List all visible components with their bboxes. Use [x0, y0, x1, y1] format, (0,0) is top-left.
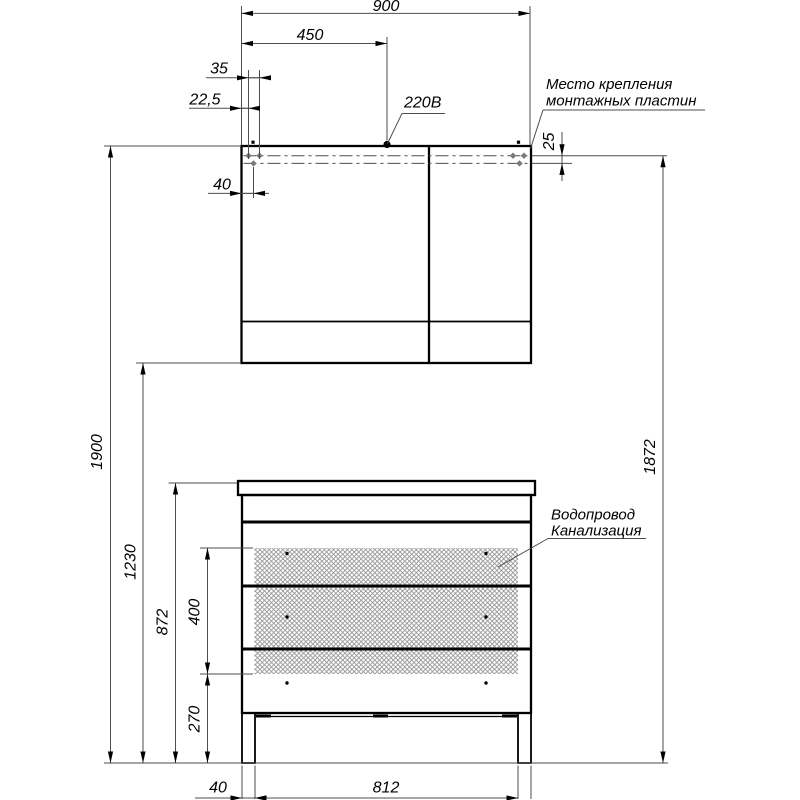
dimension-1872-label: 1872	[642, 439, 659, 475]
annotation-water-sewage	[498, 507, 646, 568]
dimension-1900	[89, 146, 111, 763]
dimension-40-top	[208, 177, 269, 194]
vanity-countertop	[238, 481, 535, 495]
dimension-40-top-label: 40	[213, 176, 231, 194]
mirror-cabinet	[242, 141, 532, 363]
water-supply-label: Водопровод	[551, 506, 636, 524]
dimension-40-bottom	[195, 780, 256, 799]
dimension-812	[255, 780, 518, 799]
vanity-cabinet	[238, 481, 535, 763]
extension-lines	[104, 6, 667, 799]
screw-mark-left	[251, 141, 254, 144]
annotation-power-outlet	[388, 95, 446, 144]
power-outlet-label: 220В	[404, 94, 442, 112]
power-outlet-point	[383, 141, 390, 148]
dimension-1230	[123, 363, 144, 763]
dimension-812-label: 812	[372, 779, 400, 797]
dimension-1900-label: 1900	[89, 434, 106, 470]
dimension-872	[155, 483, 176, 763]
screw-mark-right	[517, 141, 520, 144]
dimension-1872	[642, 156, 663, 763]
dimension-25	[541, 132, 562, 181]
dimension-35-label: 35	[210, 60, 228, 78]
mounting-plates-label-line1: Место крепления	[546, 76, 673, 93]
dimension-450-label: 450	[296, 27, 324, 44]
dimension-40-bottom-label: 40	[209, 779, 227, 797]
service-zone-hatch	[255, 548, 519, 674]
mirror-cabinet-outline	[242, 146, 532, 363]
dimension-900-label: 900	[372, 0, 400, 15]
mounting-plates-label-line2: монтажных пластин	[546, 92, 697, 110]
dimension-22-5-label: 22,5	[189, 91, 221, 109]
dimension-35	[206, 61, 271, 78]
sewage-label: Канализация	[551, 522, 642, 540]
vanity-leg-left	[242, 713, 255, 763]
dimension-400	[187, 548, 208, 674]
dimension-1230-label: 1230	[122, 544, 140, 580]
vanity-leg-right	[518, 713, 531, 763]
dimension-270	[187, 674, 208, 763]
dimension-872-label: 872	[154, 608, 172, 636]
dimension-450	[242, 27, 388, 44]
dimension-400-label: 400	[186, 598, 204, 626]
dimension-25-label: 25	[541, 132, 558, 151]
dimension-22-5	[188, 92, 254, 109]
dimension-270-label: 270	[186, 705, 204, 733]
dimension-900	[242, 0, 531, 15]
